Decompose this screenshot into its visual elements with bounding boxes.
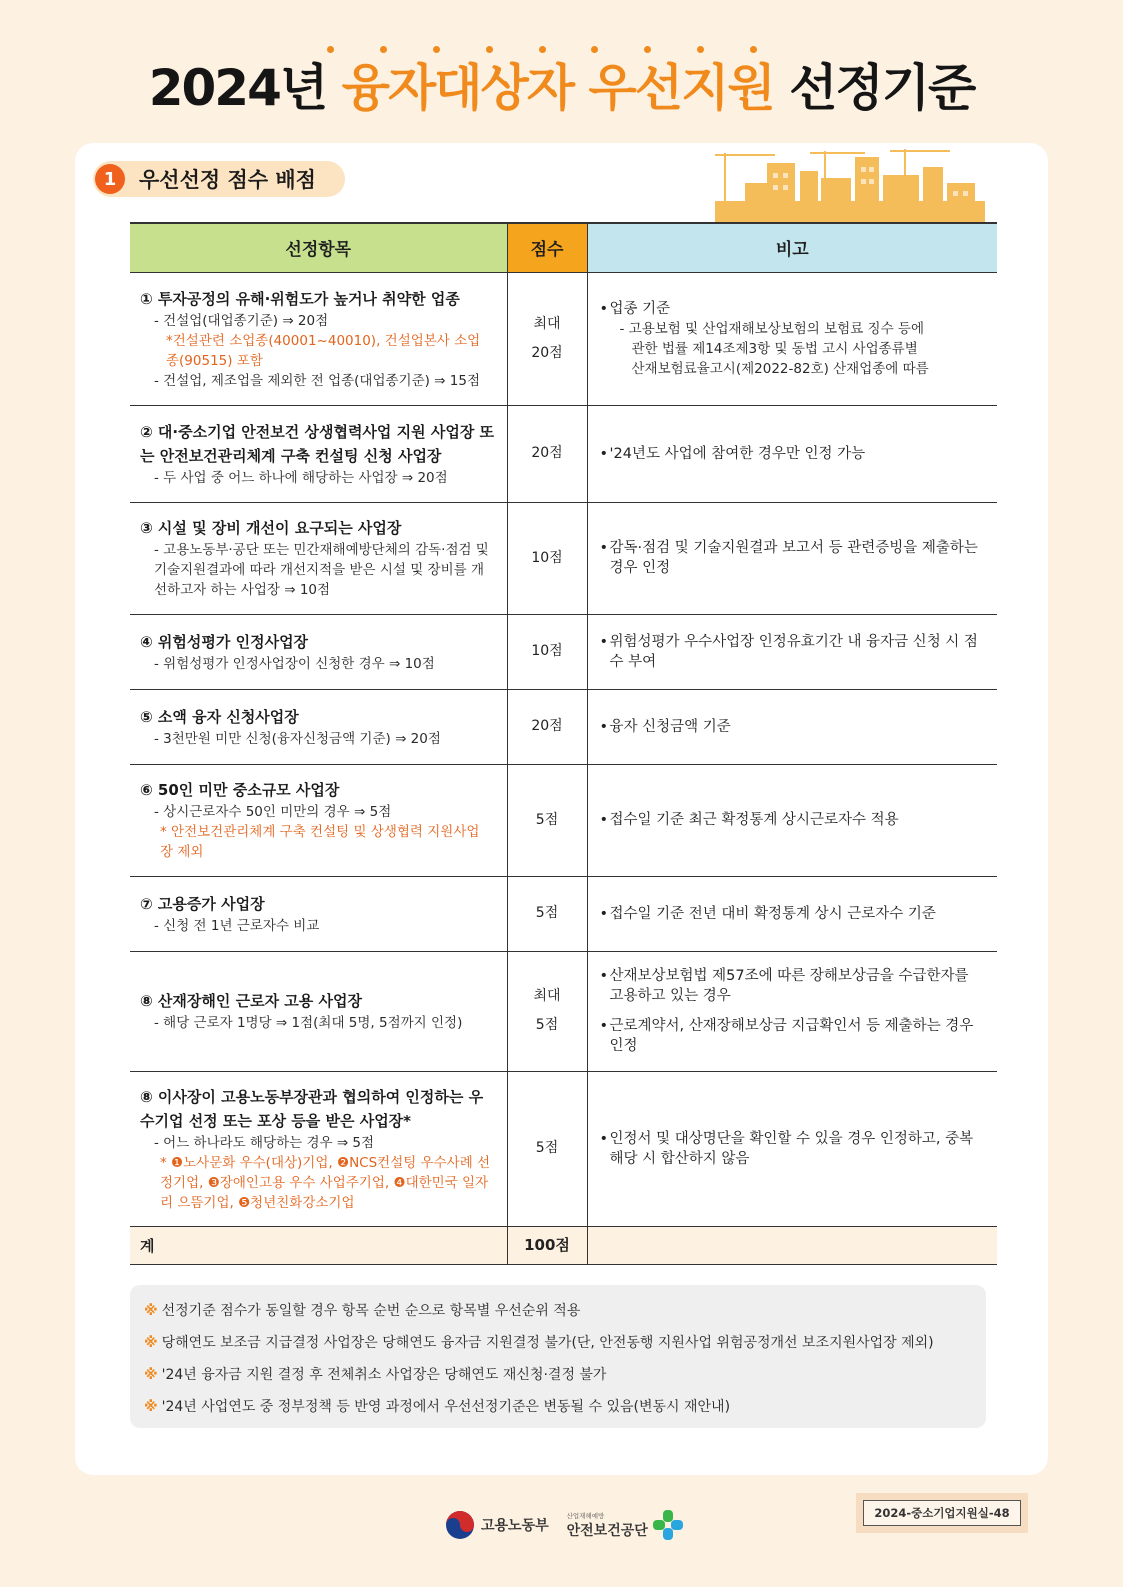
criteria-cell [130,1071,507,1226]
note-marker: ※ [144,1367,158,1383]
score-value: 10점 [531,549,563,566]
note-text: 선정기준 점수가 동일할 경우 항목 순번 순으로 항목별 우선순위 적용 [161,1303,581,1319]
note-text: '24년 사업연도 중 정부정책 등 반영 과정에서 우선선정기준은 변동될 수 있음(변동시 재안내) [161,1399,731,1415]
criteria-cell [130,951,507,1071]
remark-cell [587,689,997,764]
remark-bullet: • 접수일 기준 전년 대비 확정통계 상시 근로자수 기준 [600,904,988,924]
remark-bullet: • 근로계약서, 산재장해보상금 지급확인서 등 제출하는 경우 인정 [600,1016,988,1056]
criteria-title: ① 투자공정의 유해·위험도가 높거나 취약한 업종 [140,289,460,308]
score-cell [507,689,587,764]
header-criteria: 선정항목 [130,223,507,272]
criteria-cell [130,405,507,502]
criteria-title: ⑥ 50인 미만 중소규모 사업장 [140,781,340,799]
criteria-cell [130,614,507,689]
criteria-table [130,222,997,1265]
criteria-title: ⑦ 고용증가 사업장 [140,894,265,913]
note-item [144,1327,972,1359]
criteria-cell [130,764,507,876]
kosha-logo [567,1509,684,1541]
table-row [130,876,997,951]
criteria-note: * 안전보건관리체계 구축 컨설팅 및 상생협력 지원사업장 제외 [160,824,480,860]
score-cell [507,405,587,502]
criteria-detail: - 상시근로자수 50인 미만의 경우 ⇒ 5점 [154,804,392,820]
remark-detail: 관한 법률 제14조제3항 및 동법 고시 사업종류별 [631,340,918,357]
kosha-name: 안전보건공단 [566,1522,648,1539]
note-item [144,1359,972,1391]
criteria-cell [130,689,507,764]
title-suffix: 선정기준 [773,59,975,117]
table-row [130,951,997,1071]
note-marker: ※ [144,1335,158,1351]
score-cell [507,1071,587,1226]
criteria-detail: - 어느 하나라도 해당하는 경우 ⇒ 5점 [154,1134,375,1151]
title-year: 2024년 [148,59,342,117]
score-value: 5점 [535,1140,559,1156]
score-value: 5점 [535,1017,559,1033]
criteria-title: ④ 위험성평가 인정사업장 [140,632,309,651]
score-value: 20점 [531,718,563,734]
criteria-detail: - 해당 근로자 1명당 ⇒ 1점(최대 5명, 5점까지 인정) [154,1015,463,1031]
remark-bullet: • 업종 기준 [600,299,988,319]
remark-bullet: • 인정서 및 대상명단을 확인할 수 있을 경우 인정하고, 중복해당 시 합산하지 않음 [600,1129,988,1169]
section-number: 1 [95,164,125,194]
criteria-detail: - 위험성평가 인정사업장이 신청한 경우 ⇒ 10점 [154,655,435,672]
criteria-cell [130,502,507,614]
note-marker: ※ [144,1303,158,1319]
kosha-cross-icon [652,1509,684,1541]
remark-bullet: • 융자 신청금액 기준 [600,717,988,737]
score-cell [507,876,587,951]
score-value: 5점 [535,905,559,921]
score-cell [507,272,587,405]
criteria-detail: - 고용노동부·공단 또는 민간재해예방단체의 감독·점검 및 기술지원결과에 따라 개선지적을 받은 시설 및 장비를 개선하고자 하는 사업장 ⇒ 10점 [154,542,489,598]
remark-detail: 산재보험료율고시(제2022-82호) 산재업종에 따름 [631,360,929,377]
remark-bullet: • '24년도 사업에 참여한 경우만 인정 가능 [600,444,988,464]
score-value: 20점 [531,445,563,461]
note-item [144,1295,972,1327]
criteria-detail: - 건설업(대업종기준) ⇒ 20점 [154,312,329,329]
footer-logos [445,1505,684,1545]
remark-cell [587,764,997,876]
note-marker: ※ [144,1399,158,1415]
note-text: '24년 융자금 지원 결정 후 전체취소 사업장은 당해연도 재신청·결정 불가 [161,1367,607,1383]
table-row [130,1071,997,1226]
table-row [130,405,997,502]
city-skyline-illustration [715,143,985,223]
note-text: 당해연도 보조금 지급결정 사업장은 당해연도 융자금 지원결정 불가(단, 안전동행 지원사업 위험공정개선 보조지원사업장 제외) [161,1335,934,1351]
kosha-subtitle: 산업재해예방 [566,1511,605,1520]
taegeuk-icon [445,1510,475,1540]
score-value: 20점 [531,344,563,361]
note-item [144,1391,972,1423]
total-label: 계 [130,1226,507,1264]
score-cell [507,764,587,876]
criteria-title: ② 대·중소기업 안전보건 상생협력사업 지원 사업장 또는 안전보건관리체계 구축 컨설팅 신청 사업장 [140,422,495,465]
ministry-name: 고용노동부 [481,1518,549,1534]
table-row [130,764,997,876]
remark-detail: - 고용보험 및 산업재해보상보험의 보험료 징수 등에 [619,320,924,337]
remark-cell [587,951,997,1071]
criteria-note: * ❶노사문화 우수(대상)기업, ❷NCS컨설팅 우수사례 선정기업, ❸장애인고용 우수 사업주기업, ❹대한민국 일자리 으뜸기업, ❺청년친화강소기업 [160,1154,491,1211]
table-row [130,502,997,614]
remark-cell [587,272,997,405]
remark-cell [587,876,997,951]
table-row [130,614,997,689]
document-code: 2024-중소기업지원실-48 [863,1500,1020,1526]
score-prefix: 최대 [533,988,561,1004]
criteria-title: ⑧ 이사장이 고용노동부장관과 협의하여 인정하는 우수기업 선정 또는 포상 등을 받은 사업장* [140,1087,484,1130]
table-row [130,689,997,764]
header-remarks: 비고 [587,223,997,272]
criteria-title: ③ 시설 및 장비 개선이 요구되는 사업장 [140,519,402,537]
section-header [93,161,345,197]
page-title [0,48,1123,120]
score-prefix: 최대 [533,315,561,332]
remark-bullet: • 감독·점검 및 기술지원결과 보고서 등 관련증빙을 제출하는 경우 인정 [600,538,988,578]
criteria-cell [130,272,507,405]
section-title: 우선선정 점수 배점 [139,168,316,192]
table-header-row [130,223,997,272]
score-value: 10점 [531,643,563,659]
remark-cell [587,502,997,614]
score-cell [507,614,587,689]
remark-cell [587,614,997,689]
ministry-logo [445,1510,549,1540]
criteria-title: ⑧ 산재장해인 근로자 고용 사업장 [140,992,362,1010]
table-row [130,272,997,405]
criteria-cell [130,876,507,951]
criteria-detail: - 3천만원 미만 신청(융자신청금액 기준) ⇒ 20점 [154,730,441,747]
total-score: 100점 [507,1226,587,1264]
remark-cell [587,1071,997,1226]
total-remark [587,1226,997,1264]
criteria-detail: - 두 사업 중 어느 하나에 해당하는 사업장 ⇒ 20점 [154,469,448,486]
title-highlight: 융자대상자 우선지원 [341,59,774,117]
notes-box [130,1285,986,1428]
document-code-badge [856,1493,1028,1533]
content-card [75,143,1048,1475]
criteria-title: ⑤ 소액 융자 신청사업장 [140,707,299,726]
criteria-detail: - 신청 전 1년 근로자수 비교 [154,917,320,934]
header-score: 점수 [507,223,587,272]
remark-bullet: • 산재보상보험법 제57조에 따른 장해보상금을 수급한자를 고용하고 있는 경우 [600,966,988,1006]
total-row [130,1226,997,1264]
score-value: 5점 [535,811,559,828]
remark-bullet: • 접수일 기준 최근 확정통계 상시근로자수 적용 [600,810,988,830]
score-cell [507,502,587,614]
remark-bullet: • 위험성평가 우수사업장 인정유효기간 내 융자금 신청 시 점수 부여 [600,632,988,672]
score-cell [507,951,587,1071]
criteria-note: *건설관련 소업종(40001~40010), 건설업본사 소업종(90515) 포함 [166,332,481,369]
criteria-detail: - 건설업, 제조업을 제외한 전 업종(대업종기준) ⇒ 15점 [154,372,481,389]
remark-cell [587,405,997,502]
